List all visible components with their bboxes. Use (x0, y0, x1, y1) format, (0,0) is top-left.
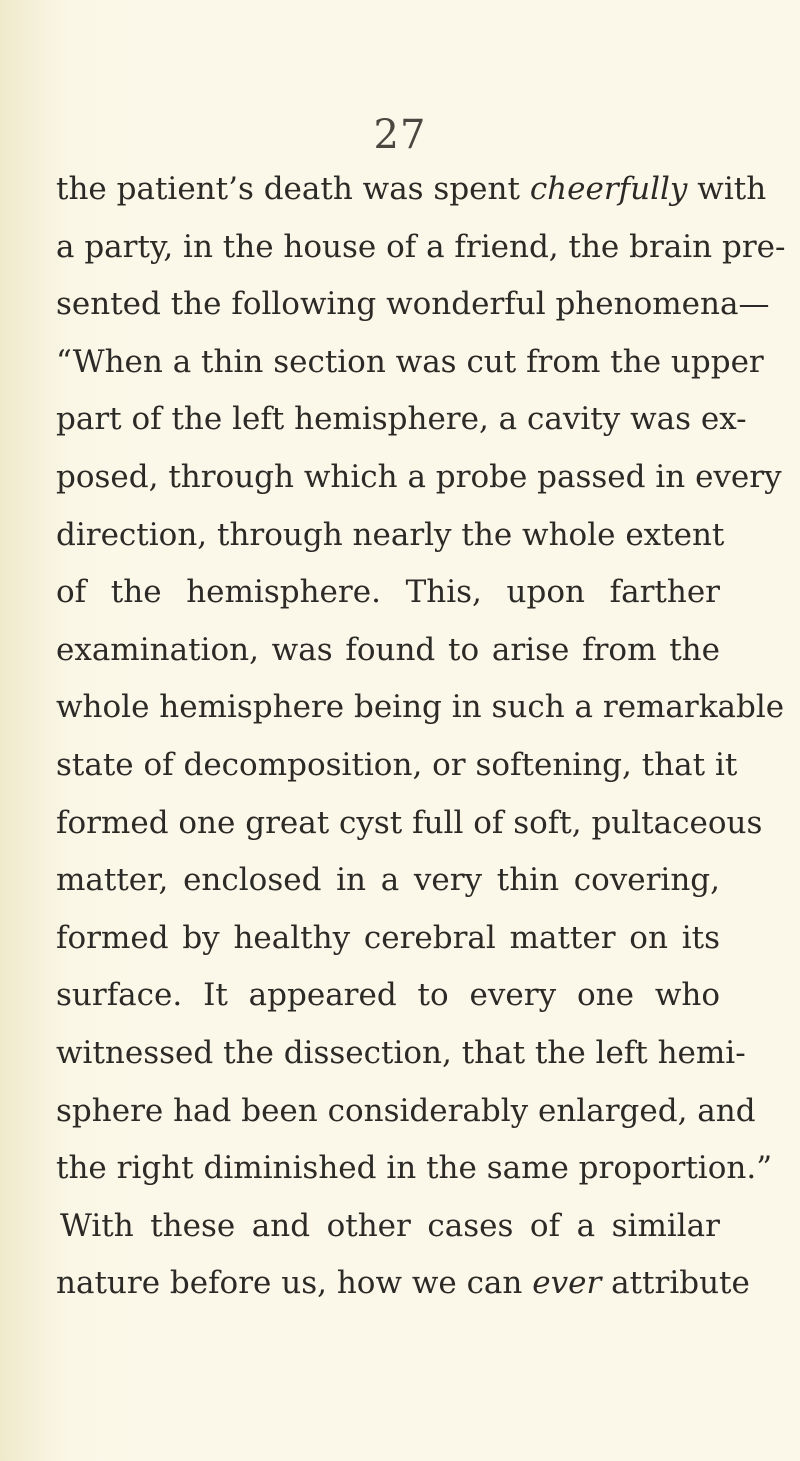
text-line: of the hemisphere. This, upon farther (56, 574, 720, 611)
text-line: sphere had been considerably enlarged, and (56, 1092, 756, 1129)
body-text (56, 161, 786, 1313)
text-line: nature before us, how we can ever attribute (56, 1265, 750, 1302)
text-line: examination, was found to arise from the (56, 631, 720, 668)
text-line: the patient’s death was spent cheerfully with (56, 171, 767, 207)
text-line: the right diminished in the same proportion.” (56, 1150, 773, 1187)
text-line: state of decomposition, or softening, that it (56, 746, 738, 783)
text-line: “When a thin section was cut from the upper (56, 343, 764, 380)
text-line: a party, in the house of a friend, the brain pre- (56, 228, 786, 265)
text-line: direction, through nearly the whole extent (56, 516, 725, 553)
text-line: formed by healthy cerebral matter on its (56, 919, 720, 956)
text-line: whole hemisphere being in such a remarkable (56, 689, 785, 726)
text-line: witnessed the dissection, that the left hemi- (56, 1034, 746, 1071)
text-line: surface. It appeared to every one who (56, 977, 720, 1014)
text-line: formed one great cyst full of soft, pultaceous (56, 804, 763, 841)
text-line: part of the left hemisphere, a cavity was ex- (56, 401, 747, 438)
text-line: sented the following wonderful phenomena— (56, 286, 770, 323)
page-number: 27 (373, 112, 427, 158)
emphasis: cheerfully (529, 171, 688, 207)
text-line: With these and other cases of a similar (60, 1207, 720, 1244)
text-line: posed, through which a probe passed in every (56, 458, 782, 495)
emphasis: ever (532, 1265, 602, 1302)
text-line: matter, enclosed in a very thin covering, (56, 862, 720, 899)
